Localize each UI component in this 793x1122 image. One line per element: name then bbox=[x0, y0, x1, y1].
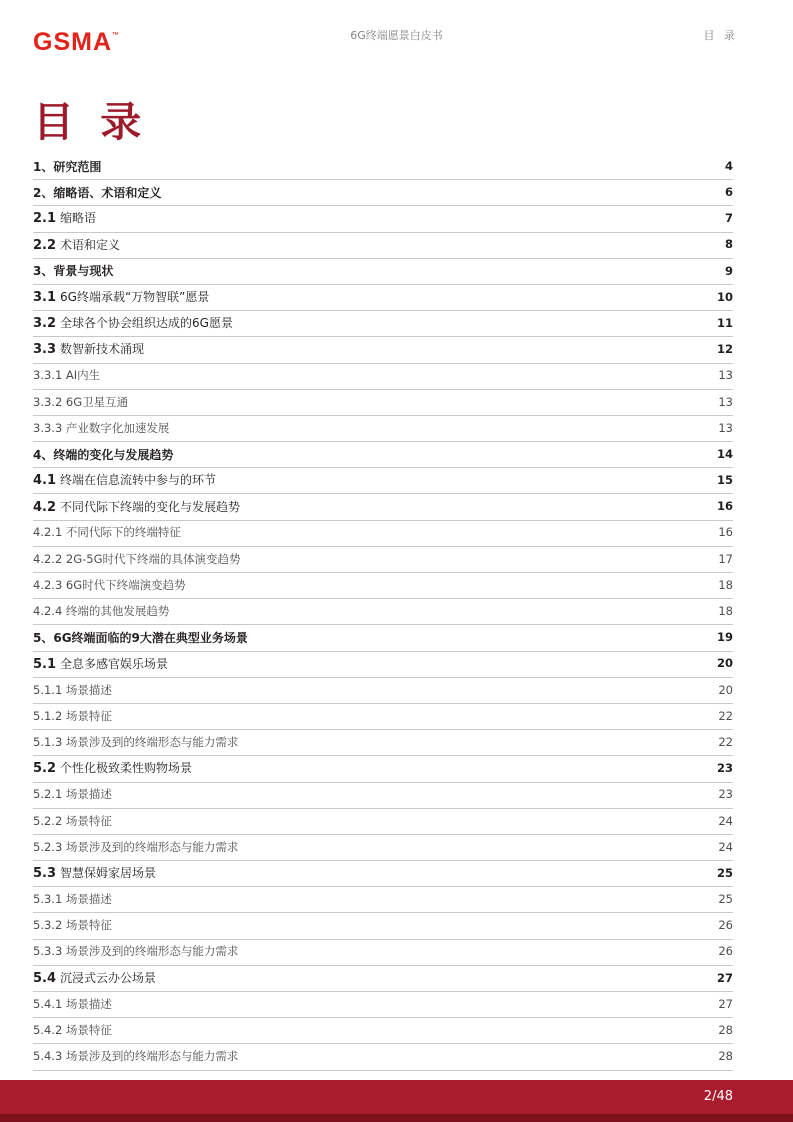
toc-entry-number: 5.4 bbox=[33, 970, 57, 986]
toc-entry-text: 缩略语 bbox=[60, 211, 97, 226]
toc-entry-title bbox=[33, 551, 241, 566]
toc-entry-title bbox=[33, 894, 112, 906]
toc-entry-page: 10 bbox=[716, 289, 733, 304]
toc-entry-number: 2.1 bbox=[33, 211, 57, 227]
toc-entry[interactable] bbox=[33, 468, 733, 494]
toc-entry[interactable] bbox=[33, 783, 733, 809]
toc-entry-page: 8 bbox=[724, 237, 733, 252]
toc-entry-text: 5.3.1 场景描述 bbox=[33, 892, 112, 907]
toc-entry-page: 20 bbox=[718, 682, 733, 697]
toc-entry-page: 27 bbox=[718, 996, 733, 1011]
toc-entry-text: 5.2.1 场景描述 bbox=[33, 787, 112, 802]
toc-entry-page: 9 bbox=[724, 263, 733, 278]
toc-entry-text: 5、6G终端面临的9大潜在典型业务场景 bbox=[33, 630, 248, 645]
toc-entry-page: 12 bbox=[716, 342, 733, 357]
toc-entry-page: 23 bbox=[718, 787, 733, 802]
toc-entry[interactable] bbox=[33, 390, 733, 416]
toc-entry-text: 5.1.1 场景描述 bbox=[33, 682, 112, 697]
toc-entry-page: 22 bbox=[718, 708, 733, 723]
toc-entry-title bbox=[33, 474, 216, 487]
toc-entry-text: 4.2.3 6G时代下终端演变趋势 bbox=[33, 577, 186, 592]
toc-entry[interactable] bbox=[33, 206, 733, 232]
toc-entry-page: 15 bbox=[716, 473, 733, 488]
toc-entry[interactable] bbox=[33, 835, 733, 861]
toc-entry-number: 4.1 bbox=[33, 473, 57, 489]
toc-entry-title bbox=[33, 527, 181, 539]
toc-entry[interactable] bbox=[33, 913, 733, 939]
toc-entry-page: 16 bbox=[716, 499, 733, 514]
toc-entry-page: 13 bbox=[718, 368, 733, 383]
table-of-contents bbox=[33, 154, 733, 1071]
gsma-logo: GSMA™ bbox=[33, 28, 119, 56]
toc-entry[interactable] bbox=[33, 154, 733, 180]
toc-entry-text: 不同代际下终端的变化与发展趋势 bbox=[60, 499, 241, 514]
toc-entry-text: 4.2.4 终端的其他发展趋势 bbox=[33, 604, 170, 619]
toc-entry-text: 4.2.1 不同代际下的终端特征 bbox=[33, 525, 181, 540]
toc-entry-title bbox=[33, 161, 101, 173]
toc-entry-title bbox=[33, 946, 238, 958]
toc-entry-number: 4.2 bbox=[33, 499, 57, 515]
toc-entry-title bbox=[33, 187, 161, 199]
toc-entry-title bbox=[33, 239, 120, 252]
toc-entry[interactable] bbox=[33, 704, 733, 730]
toc-entry-page: 24 bbox=[718, 813, 733, 828]
toc-entry-text: 全息多感官娱乐场景 bbox=[60, 656, 169, 671]
toc-entry-page: 6 bbox=[724, 185, 733, 200]
toc-entry-number: 5.1 bbox=[33, 656, 57, 672]
toc-entry-page: 13 bbox=[718, 394, 733, 409]
toc-entry-text: 术语和定义 bbox=[60, 237, 121, 252]
toc-entry[interactable] bbox=[33, 233, 733, 259]
toc-entry-text: 6G终端承载“万物智联”愿景 bbox=[60, 290, 210, 305]
toc-entry-title bbox=[33, 734, 239, 749]
toc-entry-text: 3.3.2 6G卫星互通 bbox=[33, 394, 129, 409]
toc-entry-page: 24 bbox=[718, 839, 733, 854]
toc-entry[interactable] bbox=[33, 809, 733, 835]
footer-stripe bbox=[0, 1114, 793, 1122]
toc-entry-title bbox=[33, 813, 112, 828]
toc-entry[interactable] bbox=[33, 311, 733, 337]
toc-entry-title bbox=[33, 1025, 112, 1037]
toc-entry-text: 4.2.2 2G-5G时代下终端的具体演变趋势 bbox=[33, 551, 241, 566]
toc-entry-title bbox=[33, 762, 192, 775]
toc-entry-text: 终端在信息流转中参与的环节 bbox=[60, 473, 217, 488]
toc-entry-page: 7 bbox=[724, 211, 733, 226]
toc-entry-page: 18 bbox=[718, 577, 733, 592]
toc-entry-title bbox=[33, 449, 173, 461]
toc-entry-title bbox=[33, 420, 170, 435]
toc-entry-page: 19 bbox=[716, 630, 733, 645]
toc-entry[interactable] bbox=[33, 1044, 733, 1070]
toc-entry-title bbox=[33, 632, 248, 644]
toc-entry[interactable] bbox=[33, 547, 733, 573]
toc-entry-title bbox=[33, 265, 113, 277]
toc-entry-number: 5.3 bbox=[33, 866, 57, 882]
page-title: 目 录 bbox=[33, 98, 148, 146]
toc-entry-text: 1、研究范围 bbox=[33, 159, 102, 174]
toc-entry-page: 26 bbox=[718, 918, 733, 933]
toc-entry-text: 沉浸式云办公场景 bbox=[60, 970, 157, 985]
toc-entry-title bbox=[33, 577, 186, 592]
toc-entry-title bbox=[33, 920, 112, 932]
page-number: 2/48 bbox=[703, 1089, 733, 1104]
toc-entry-title bbox=[33, 501, 240, 514]
toc-entry-page: 18 bbox=[718, 604, 733, 619]
toc-entry-text: 5.1.3 场景涉及到的终端形态与能力需求 bbox=[33, 734, 239, 749]
toc-entry-title bbox=[33, 317, 233, 330]
toc-entry-text: 5.2.3 场景涉及到的终端形态与能力需求 bbox=[33, 839, 239, 854]
toc-entry-page: 27 bbox=[716, 970, 733, 985]
toc-entry-title bbox=[33, 789, 112, 801]
toc-entry-text: 5.4.3 场景涉及到的终端形态与能力需求 bbox=[33, 1049, 239, 1064]
toc-entry-text: 全球各个协会组织达成的6G愿景 bbox=[60, 316, 233, 331]
toc-entry-text: 数智新技术涌现 bbox=[60, 342, 145, 357]
toc-entry-text: 5.1.2 场景特征 bbox=[33, 708, 112, 723]
toc-entry-page: 11 bbox=[716, 315, 733, 330]
toc-entry[interactable] bbox=[33, 599, 733, 625]
toc-entry-number: 5.2 bbox=[33, 761, 57, 777]
toc-entry-page: 22 bbox=[718, 734, 733, 749]
toc-entry[interactable] bbox=[33, 442, 733, 468]
footer-bar bbox=[0, 1080, 793, 1114]
toc-entry-text: 3.3.3 产业数字化加速发展 bbox=[33, 420, 170, 435]
toc-entry-text: 5.2.2 场景特征 bbox=[33, 813, 112, 828]
toc-entry-title bbox=[33, 708, 112, 723]
toc-entry[interactable] bbox=[33, 625, 733, 651]
toc-entry-page: 14 bbox=[716, 446, 733, 461]
toc-entry-text: 2、缩略语、术语和定义 bbox=[33, 185, 162, 200]
toc-entry-page: 17 bbox=[718, 551, 733, 566]
toc-entry-title bbox=[33, 343, 144, 356]
toc-entry-page: 20 bbox=[716, 656, 733, 671]
toc-entry-number: 2.2 bbox=[33, 237, 57, 253]
toc-entry-text: 智慧保姆家居场景 bbox=[60, 866, 157, 881]
toc-entry[interactable] bbox=[33, 285, 733, 311]
toc-entry-text: 个性化极致柔性购物场景 bbox=[60, 761, 193, 776]
toc-entry-page: 23 bbox=[716, 761, 733, 776]
toc-entry-number: 3.2 bbox=[33, 316, 57, 332]
toc-entry[interactable] bbox=[33, 678, 733, 704]
toc-entry-title bbox=[33, 606, 169, 618]
toc-entry[interactable] bbox=[33, 259, 733, 285]
toc-entry[interactable] bbox=[33, 756, 733, 782]
toc-entry-text: 3.3.1 AI内生 bbox=[33, 368, 101, 383]
section-label: 目 录 bbox=[703, 29, 738, 42]
toc-entry[interactable] bbox=[33, 180, 733, 206]
toc-entry-title bbox=[33, 1051, 238, 1063]
toc-entry-page: 25 bbox=[716, 865, 733, 880]
toc-entry[interactable] bbox=[33, 861, 733, 887]
toc-entry-title bbox=[33, 394, 129, 409]
document-title: 6G终端愿景白皮书 bbox=[350, 29, 443, 42]
toc-entry[interactable] bbox=[33, 337, 733, 363]
toc-entry[interactable] bbox=[33, 364, 733, 390]
toc-entry-page: 25 bbox=[718, 892, 733, 907]
toc-entry-number: 3.3 bbox=[33, 342, 57, 358]
toc-entry-page: 4 bbox=[724, 158, 733, 173]
toc-entry-title bbox=[33, 867, 156, 880]
toc-entry-text: 5.3.3 场景涉及到的终端形态与能力需求 bbox=[33, 944, 239, 959]
toc-entry-title bbox=[33, 996, 112, 1011]
toc-entry[interactable] bbox=[33, 416, 733, 442]
toc-entry-page: 26 bbox=[718, 944, 733, 959]
toc-entry[interactable] bbox=[33, 992, 733, 1018]
toc-entry-text: 3、背景与现状 bbox=[33, 264, 114, 279]
toc-entry-page: 13 bbox=[718, 420, 733, 435]
toc-entry-title bbox=[33, 212, 96, 225]
toc-entry-text: 4、终端的变化与发展趋势 bbox=[33, 447, 174, 462]
toc-entry-title bbox=[33, 682, 112, 697]
toc-entry[interactable] bbox=[33, 652, 733, 678]
toc-entry-page: 16 bbox=[718, 525, 733, 540]
toc-entry[interactable] bbox=[33, 521, 733, 547]
toc-entry[interactable] bbox=[33, 887, 733, 913]
toc-entry-title bbox=[33, 370, 100, 382]
toc-entry-text: 5.3.2 场景特征 bbox=[33, 918, 112, 933]
toc-entry[interactable] bbox=[33, 966, 733, 992]
toc-entry-page: 28 bbox=[718, 1023, 733, 1038]
toc-entry[interactable] bbox=[33, 730, 733, 756]
toc-entry[interactable] bbox=[33, 940, 733, 966]
toc-entry-title bbox=[33, 658, 168, 671]
toc-entry-text: 5.4.1 场景描述 bbox=[33, 996, 112, 1011]
toc-entry-title bbox=[33, 839, 239, 854]
toc-entry[interactable] bbox=[33, 573, 733, 599]
toc-entry-title bbox=[33, 291, 209, 304]
toc-entry[interactable] bbox=[33, 494, 733, 520]
toc-entry-number: 3.1 bbox=[33, 290, 57, 306]
toc-entry-title bbox=[33, 972, 156, 985]
toc-entry-page: 28 bbox=[718, 1049, 733, 1064]
toc-entry-text: 5.4.2 场景特征 bbox=[33, 1023, 112, 1038]
toc-entry[interactable] bbox=[33, 1018, 733, 1044]
